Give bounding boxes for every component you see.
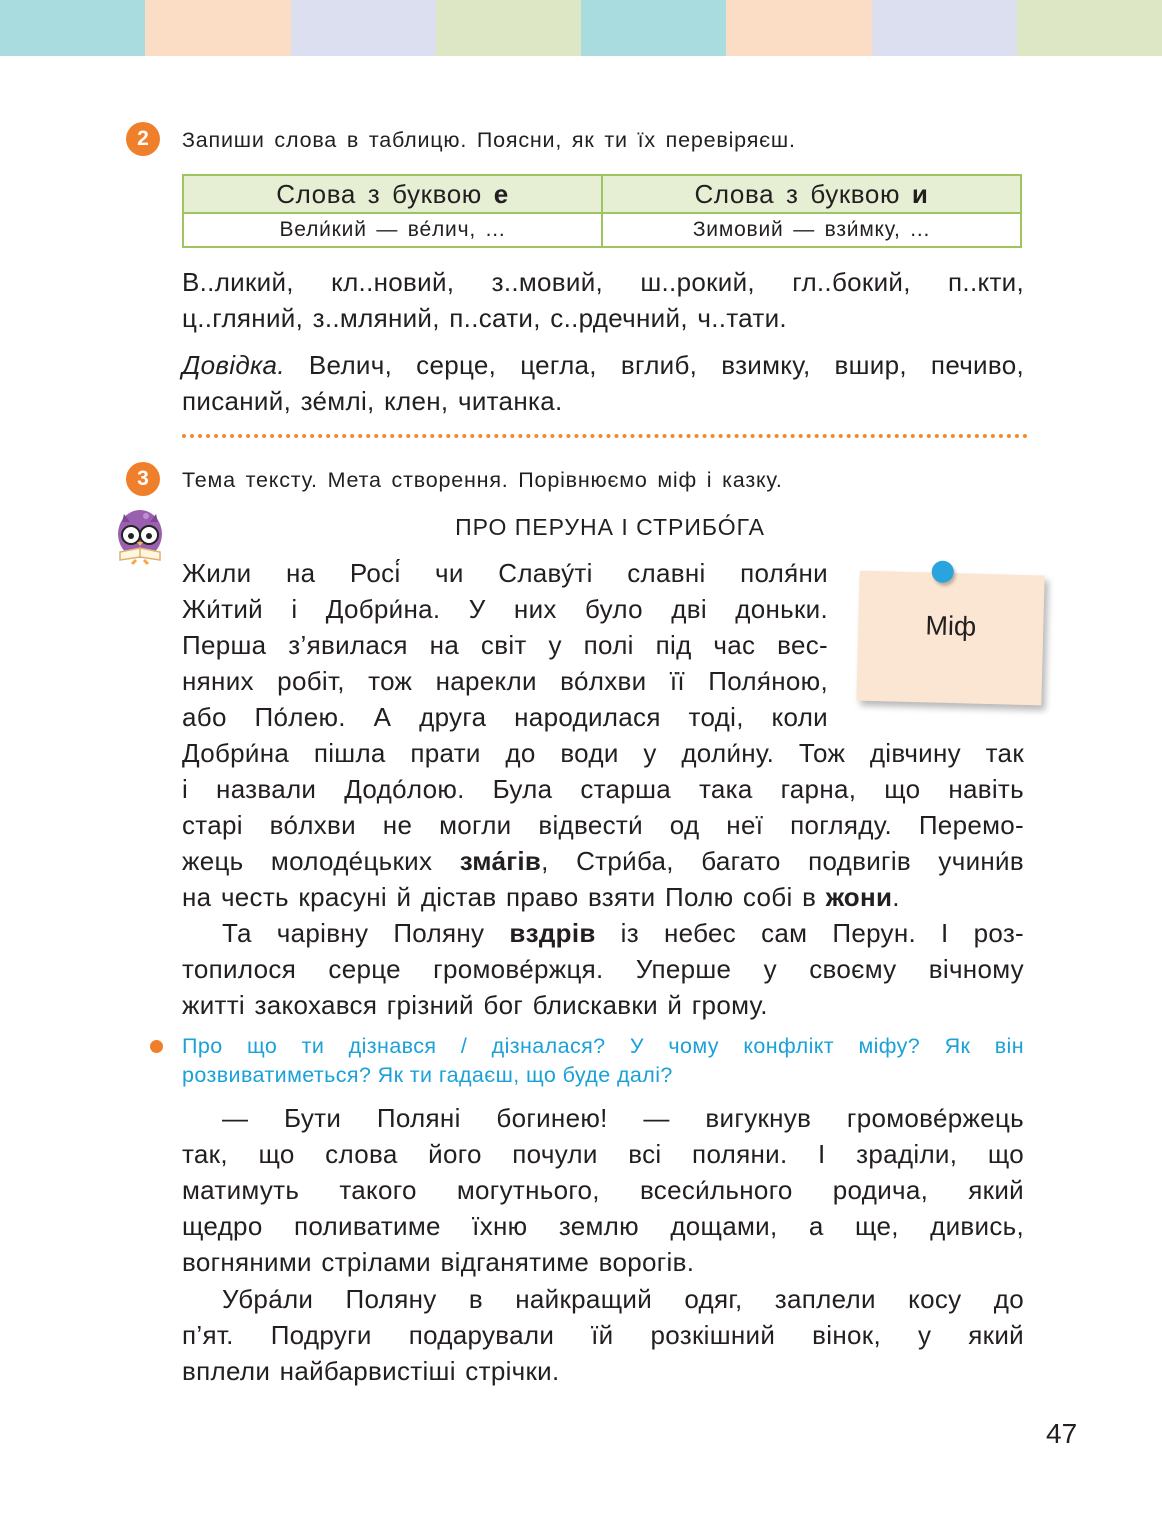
table-header-col2 [602, 175, 1021, 213]
hint-block [182, 347, 1024, 419]
stripe [872, 0, 1017, 56]
task-2-number-badge: 2 [126, 122, 160, 156]
stripe [291, 0, 436, 56]
words-table [182, 174, 1022, 248]
header-col2-letter: и [911, 178, 929, 209]
story-line [182, 879, 1024, 915]
hint-line [182, 347, 1024, 383]
hint-line: писаний, зе́млі, клен, читанка. [182, 386, 563, 416]
section-divider [182, 434, 1028, 438]
bold-word: вздрів [509, 918, 596, 948]
question-bullet-icon [150, 1040, 163, 1053]
table-header-row [183, 175, 1021, 213]
pushpin-icon [931, 560, 954, 583]
bold-word: зма́гів [459, 846, 542, 876]
story-line: щедро поливатиме їхню землю дощами, а ще, дивись, [182, 1211, 1024, 1241]
story-line: вплели найбарвистіші стрічки. [182, 1356, 560, 1386]
story-line: або По́лею. А друга народилася тоді, коли [182, 702, 828, 732]
question-block [182, 1032, 1024, 1090]
myth-sticky-note [856, 571, 1044, 706]
task-3-instruction: Тема тексту. Мета створення. Порівнюємо міф і казку. [182, 468, 783, 492]
task-2-instruction: Запиши слова в таблицю. Поясни, як ти їх перевіряєш. [182, 128, 796, 152]
question-line: розвиватиметься? Як ти гадаєш, що буде далі? [182, 1063, 673, 1087]
question-line: Про що ти дізнався / дізналася? У чому конфлікт міфу? Як він [182, 1034, 1024, 1058]
story-line: вогняними стрілами відганятиме ворогів. [182, 1247, 695, 1277]
bold-word: жони [825, 882, 893, 912]
story-line: топилося серце громове́ржця. Уперше у своєму вічному [182, 954, 1024, 984]
story-line: п’ят. Подруги подарували їй розкішний вінок, у який [182, 1320, 1024, 1350]
story-line [182, 843, 1024, 879]
story-line: Добри́на пішла прати до води у доли́ну. Тож дівчину так [182, 738, 1024, 768]
story-line: і назвали Додо́лою. Була старша така гарна, що навіть [182, 774, 1024, 804]
words-line: ц..гляний, з..мляний, п..сати, с..рдечний, ч..тати. [182, 303, 787, 333]
story-paragraph-4 [182, 1281, 1024, 1389]
table-row [183, 213, 1021, 247]
text-segment: жець молоде́цьких [182, 846, 460, 876]
story-line: старі во́лхви не могли відвести́ од неї погляду. Перемо- [182, 810, 1024, 840]
text-segment: на честь красуні й дістав право взяти Полю собі в [182, 882, 826, 912]
stripe [0, 0, 145, 56]
story-line: Перша з’явилася на світ у полі під час вес- [182, 630, 828, 660]
story-line: Жи́тий і Добри́на. У них було дві доньки. [182, 594, 828, 624]
words-with-gaps [182, 264, 1024, 336]
text-segment: Та чарівну Поляну [222, 918, 510, 948]
story-line: — Бути Поляні богинею! — вигукнув громове́ржець [222, 1103, 1024, 1133]
story-paragraph-1-full [182, 735, 1024, 915]
story-line: так, що слова його почули всі поляни. І зраділи, що [182, 1139, 1024, 1169]
words-line: В..ликий, кл..новий, з..мовий, ш..рокий, гл..бокий, п..кти, [182, 267, 1024, 297]
note-label: Міф [925, 610, 977, 642]
stripe [145, 0, 290, 56]
text-segment: . [892, 882, 900, 912]
hint-label: Довідка. [182, 350, 285, 380]
text-segment: , Стри́ба, багато подвигів учини́в [541, 846, 1024, 876]
stripe [1017, 0, 1162, 56]
story-line: няних робіт, тож нарекли во́лхви її Поля́ною, [182, 666, 828, 696]
table-cell-col2: Зимовий — взи́мку, ... [602, 213, 1021, 247]
stripe [726, 0, 871, 56]
header-color-stripes [0, 0, 1162, 56]
story-paragraph-1-wrapped [182, 555, 828, 735]
story-line: Жили на Росі́ чи Славу́ті славні поля́ни [182, 558, 828, 588]
story-line: житті закохався грізний бог блискавки й грому. [182, 990, 768, 1020]
story-line: Убра́ли Поляну в найкращий одяг, заплели косу до [222, 1284, 1024, 1314]
header-col1-prefix: Слова з буквою [276, 178, 494, 209]
text-segment: із небес сам Перун. І роз- [595, 918, 1024, 948]
hint-text-1: Велич, серце, цегла, вглиб, взимку, вшир, печиво, [284, 350, 1024, 380]
table-cell-col1: Вели́кий — ве́лич, ... [183, 213, 602, 247]
story-line: матимуть такого могутнього, всеси́льного родича, який [182, 1175, 1024, 1205]
table-header-col1 [183, 175, 602, 213]
page-number: 47 [1046, 1418, 1078, 1449]
stripe [436, 0, 581, 56]
story-paragraph-2 [182, 915, 1024, 1023]
header-col2-prefix: Слова з буквою [694, 178, 912, 209]
story-paragraph-3 [182, 1100, 1024, 1280]
stripe [581, 0, 726, 56]
owl-reading-icon [112, 502, 168, 570]
story-title: ПРО ПЕРУНА І СТРИБО́ГА [455, 514, 765, 540]
header-col1-letter: е [493, 178, 509, 209]
story-line [182, 915, 1024, 951]
task-3-number-badge: 3 [126, 462, 160, 496]
